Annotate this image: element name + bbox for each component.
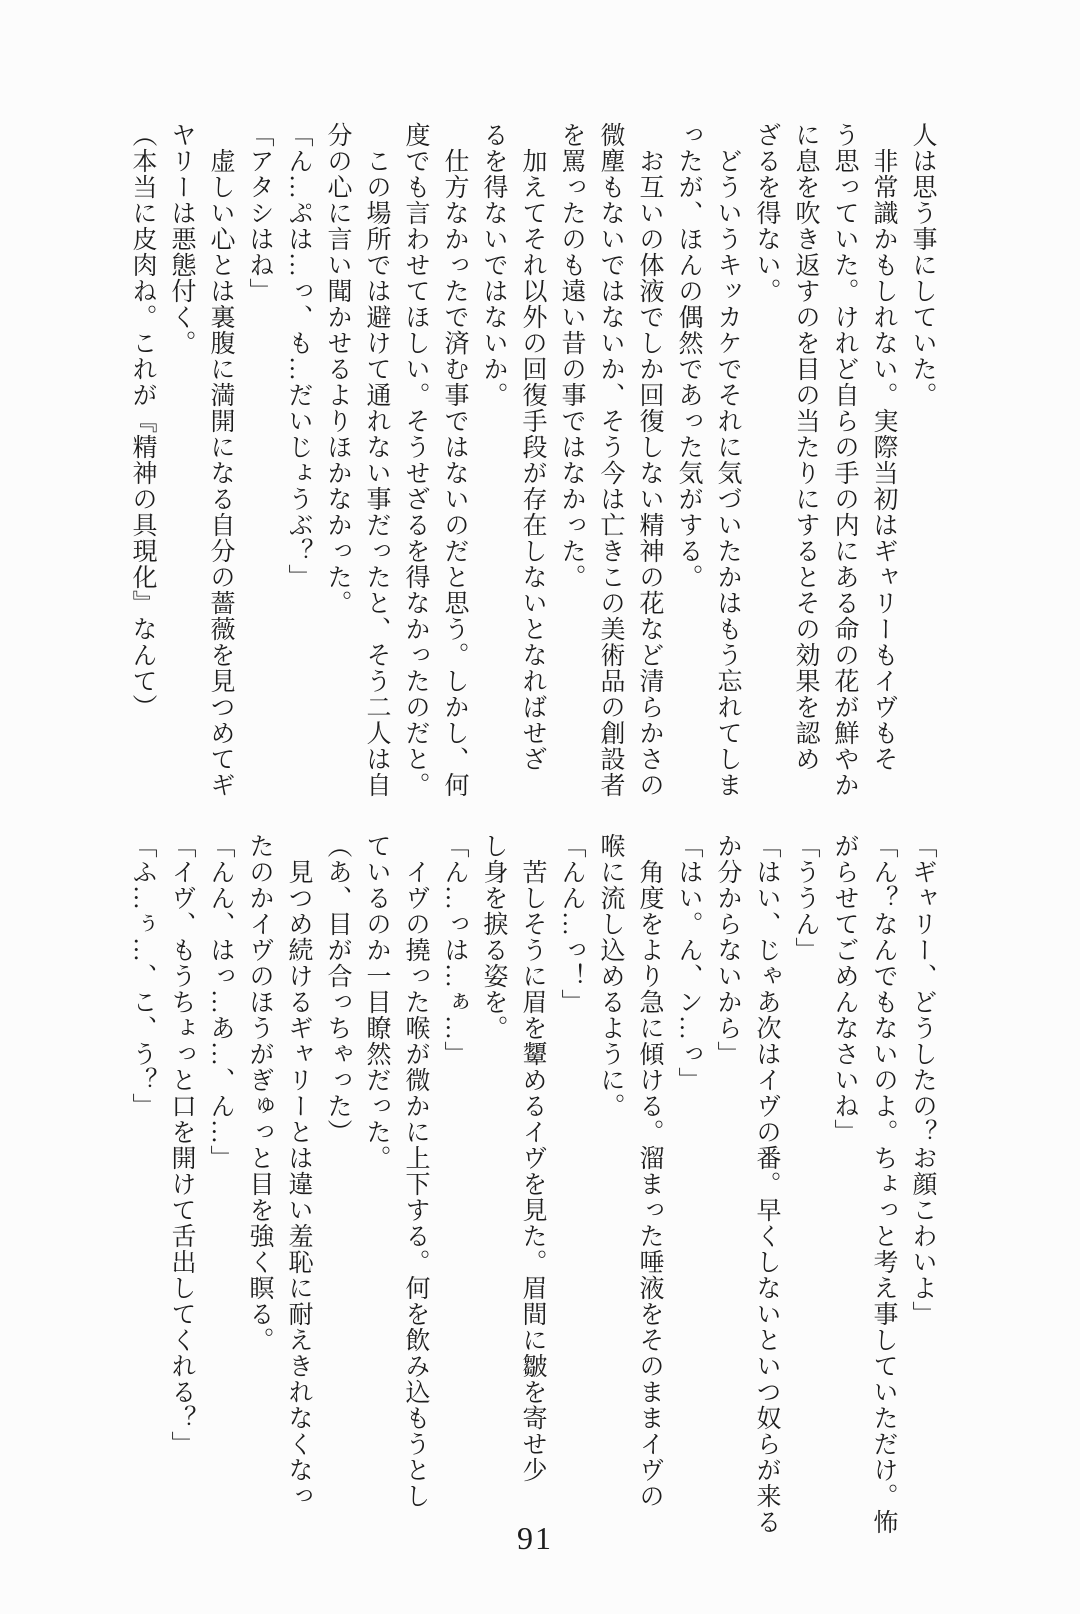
text-column: か分からないから」 [714, 833, 741, 1067]
text-column: 虚しい心とは裏腹に満開になる自分の薔薇を見つめてギ [207, 148, 234, 798]
text-column: 仕方なかったで済む事ではないのだと思う。しかし、何 [441, 148, 468, 798]
text-column: う思っていた。けれど自らの手の内にある命の花が鮮やか [831, 122, 858, 798]
text-column: 「アタシはね」 [246, 122, 273, 304]
text-column: 「イヴ、もうちょっと口を開けて舌出してくれる？」 [168, 833, 195, 1457]
text-column: 「はい、じゃあ次はイヴの番。早くしないといつ奴らが来る [753, 833, 780, 1535]
text-column: どういうキッカケでそれに気づいたかはもう忘れてしま [714, 148, 741, 798]
text-column: 度でも言わせてほしい。そうせざるを得なかったのだと。 [402, 122, 429, 798]
text-column: この場所では避けて通れない事だったと、そう二人は自 [363, 148, 390, 798]
text-column: 微塵もないではないか、そう今は亡きこの美術品の創設者 [597, 122, 624, 798]
page-number: 91 [517, 1520, 553, 1556]
lower-text-block [129, 833, 936, 1535]
text-column: がらせてごめんなさいね」 [831, 833, 858, 1145]
text-column: 「ふ…ぅ…、こ、う？」 [129, 833, 156, 1119]
text-column: 「んん…っ！」 [558, 833, 585, 1015]
text-column: を罵ったのも遠い昔の事ではなかった。 [558, 122, 585, 590]
text-column: 非常識かもしれない。実際当初はギャリーもイヴもそ [870, 148, 897, 772]
text-column: し身を捩る姿を。 [480, 833, 507, 1041]
text-column: 角度をより急に傾ける。溜まった唾液をそのままイヴの [636, 859, 663, 1509]
text-column: 分の心に言い聞かせるよりほかなかった。 [324, 122, 351, 616]
text-column: （あ、目が合っちゃった） [324, 833, 351, 1145]
text-column: ているのか一目瞭然だった。 [363, 833, 390, 1171]
text-column: 「はい。ん、ン…っ」 [675, 833, 702, 1093]
text-column: 人は思う事にしていた。 [909, 122, 936, 408]
text-column: 喉に流し込めるように。 [597, 833, 624, 1119]
text-column: るを得ないではないか。 [480, 122, 507, 408]
text-column: お互いの体液でしか回復しない精神の花など清らかさの [636, 148, 663, 798]
text-column: ざるを得ない。 [753, 122, 780, 304]
text-column: 見つめ続けるギャリーとは違い羞恥に耐えきれなくなっ [285, 859, 312, 1509]
text-column: 「ギャリー、どうしたの？お顔こわいよ」 [909, 833, 936, 1327]
text-column: 加えてそれ以外の回復手段が存在しないとなればせざ [519, 148, 546, 772]
text-column: ったが、ほんの偶然であった気がする。 [675, 122, 702, 590]
text-column: たのかイヴのほうがぎゅっと目を強く瞑る。 [246, 833, 273, 1353]
text-column: 「ううん」 [792, 833, 819, 963]
text-column: 「ん？なんでもないのよ。ちょっと考え事していただけ。怖 [870, 833, 897, 1535]
text-column: 「んん、はっ…あ…、ん…」 [207, 833, 234, 1171]
upper-text-block [130, 122, 935, 798]
text-column: イヴの撓った喉が微かに上下する。何を飲み込もうとし [402, 859, 429, 1509]
text-column: （本当に皮肉ね。これが『精神の具現化』なんて） [129, 122, 156, 720]
text-column: 「ん…っは…ぁ…」 [441, 833, 468, 1067]
text-column: 苦しそうに眉を顰めるイヴを見た。眉間に皺を寄せ少 [519, 859, 546, 1483]
text-column: 「ん…ぷは…っ、も…だいじょうぶ？」 [285, 122, 312, 590]
text-column: ヤリーは悪態付く。 [168, 122, 195, 356]
text-column: に息を吹き返すのを目の当たりにするとその効果を認め [792, 122, 819, 772]
